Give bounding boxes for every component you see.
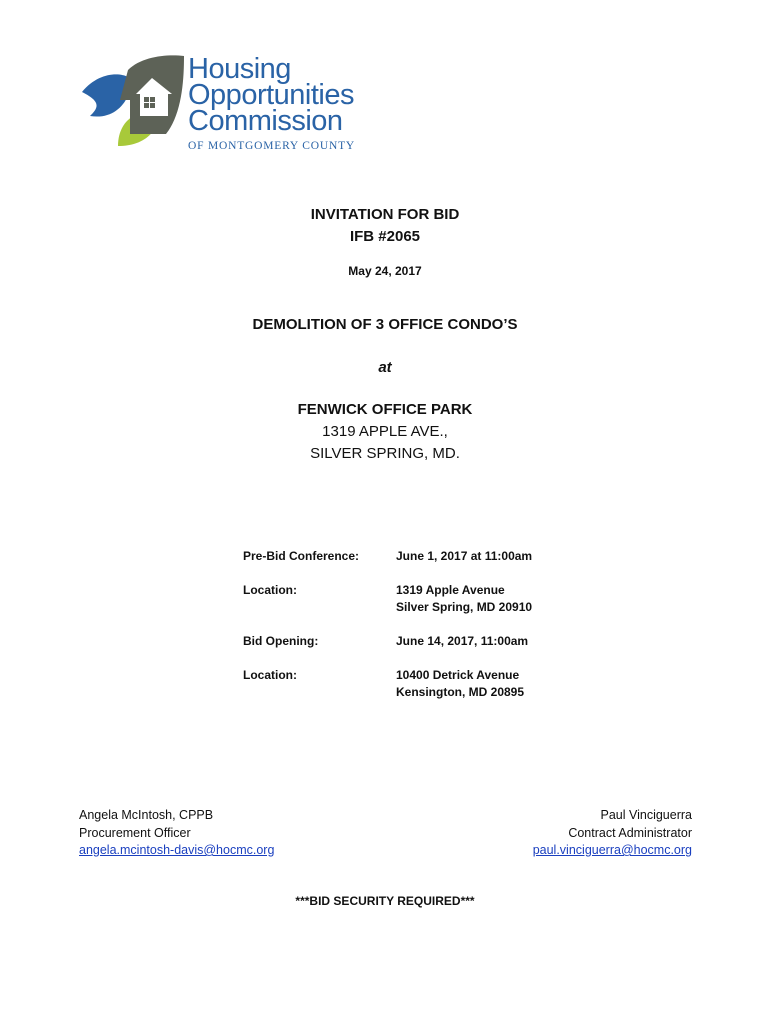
schedule-row-prebid	[243, 548, 603, 565]
schedule-value	[396, 548, 603, 565]
logo-line-county: OF MONTGOMERY COUNTY	[188, 140, 355, 152]
schedule-label: Location:	[243, 583, 297, 597]
schedule-label: Location:	[243, 668, 297, 682]
ifb-number: IFB #2065	[349, 228, 421, 245]
contact-email-link[interactable]: paul.vinciguerra@hocmc.org	[532, 843, 692, 857]
schedule-table	[243, 548, 603, 718]
schedule-label: Bid Opening:	[243, 634, 319, 648]
contact-contract-administrator	[533, 807, 692, 860]
schedule-value	[396, 582, 603, 616]
logo-line-housing: Housing	[188, 53, 291, 85]
document-title: INVITATION FOR BID	[310, 206, 460, 223]
project-at: at	[378, 359, 392, 376]
schedule-value	[396, 667, 603, 701]
schedule-value-line: Silver Spring, MD 20910	[396, 600, 533, 614]
logo-line-opportunities: Opportunities	[188, 79, 354, 111]
schedule-label: Pre-Bid Conference:	[243, 549, 360, 563]
schedule-row-prebid-location	[243, 582, 603, 616]
schedule-value-line: 10400 Detrick Avenue	[396, 668, 520, 682]
schedule-value-line: June 14, 2017, 11:00am	[396, 634, 529, 648]
schedule-value-line: Kensington, MD 20895	[396, 685, 525, 699]
hoc-logo	[80, 50, 380, 160]
logo-line-commission: Commission	[188, 105, 343, 137]
bid-security-notice: ***BID SECURITY REQUIRED***	[295, 894, 475, 908]
schedule-value-line: June 1, 2017 at 11:00am	[396, 549, 533, 563]
contact-role: Contract Administrator	[568, 825, 692, 840]
contact-name: Angela McIntosh, CPPB	[79, 808, 214, 822]
project-name: DEMOLITION OF 3 OFFICE CONDO’S	[252, 316, 518, 333]
schedule-row-bid-location	[243, 667, 603, 701]
contact-procurement-officer	[79, 807, 274, 860]
contact-name: Paul Vinciguerra	[600, 808, 692, 822]
contact-email-link[interactable]: angela.mcintosh-davis@hocmc.org	[79, 843, 275, 857]
schedule-value	[396, 633, 603, 650]
contact-role: Procurement Officer	[79, 825, 191, 840]
schedule-value-line: 1319 Apple Avenue	[396, 583, 505, 597]
schedule-row-bid-opening	[243, 633, 603, 650]
site-name: FENWICK OFFICE PARK	[297, 401, 473, 418]
site-address-line2: SILVER SPRING, MD.	[310, 445, 460, 462]
issue-date: May 24, 2017	[348, 264, 422, 278]
logo-emblem-icon	[80, 50, 190, 150]
logo-wordmark	[188, 53, 355, 152]
site-address-line1: 1319 APPLE AVE.,	[322, 423, 448, 440]
